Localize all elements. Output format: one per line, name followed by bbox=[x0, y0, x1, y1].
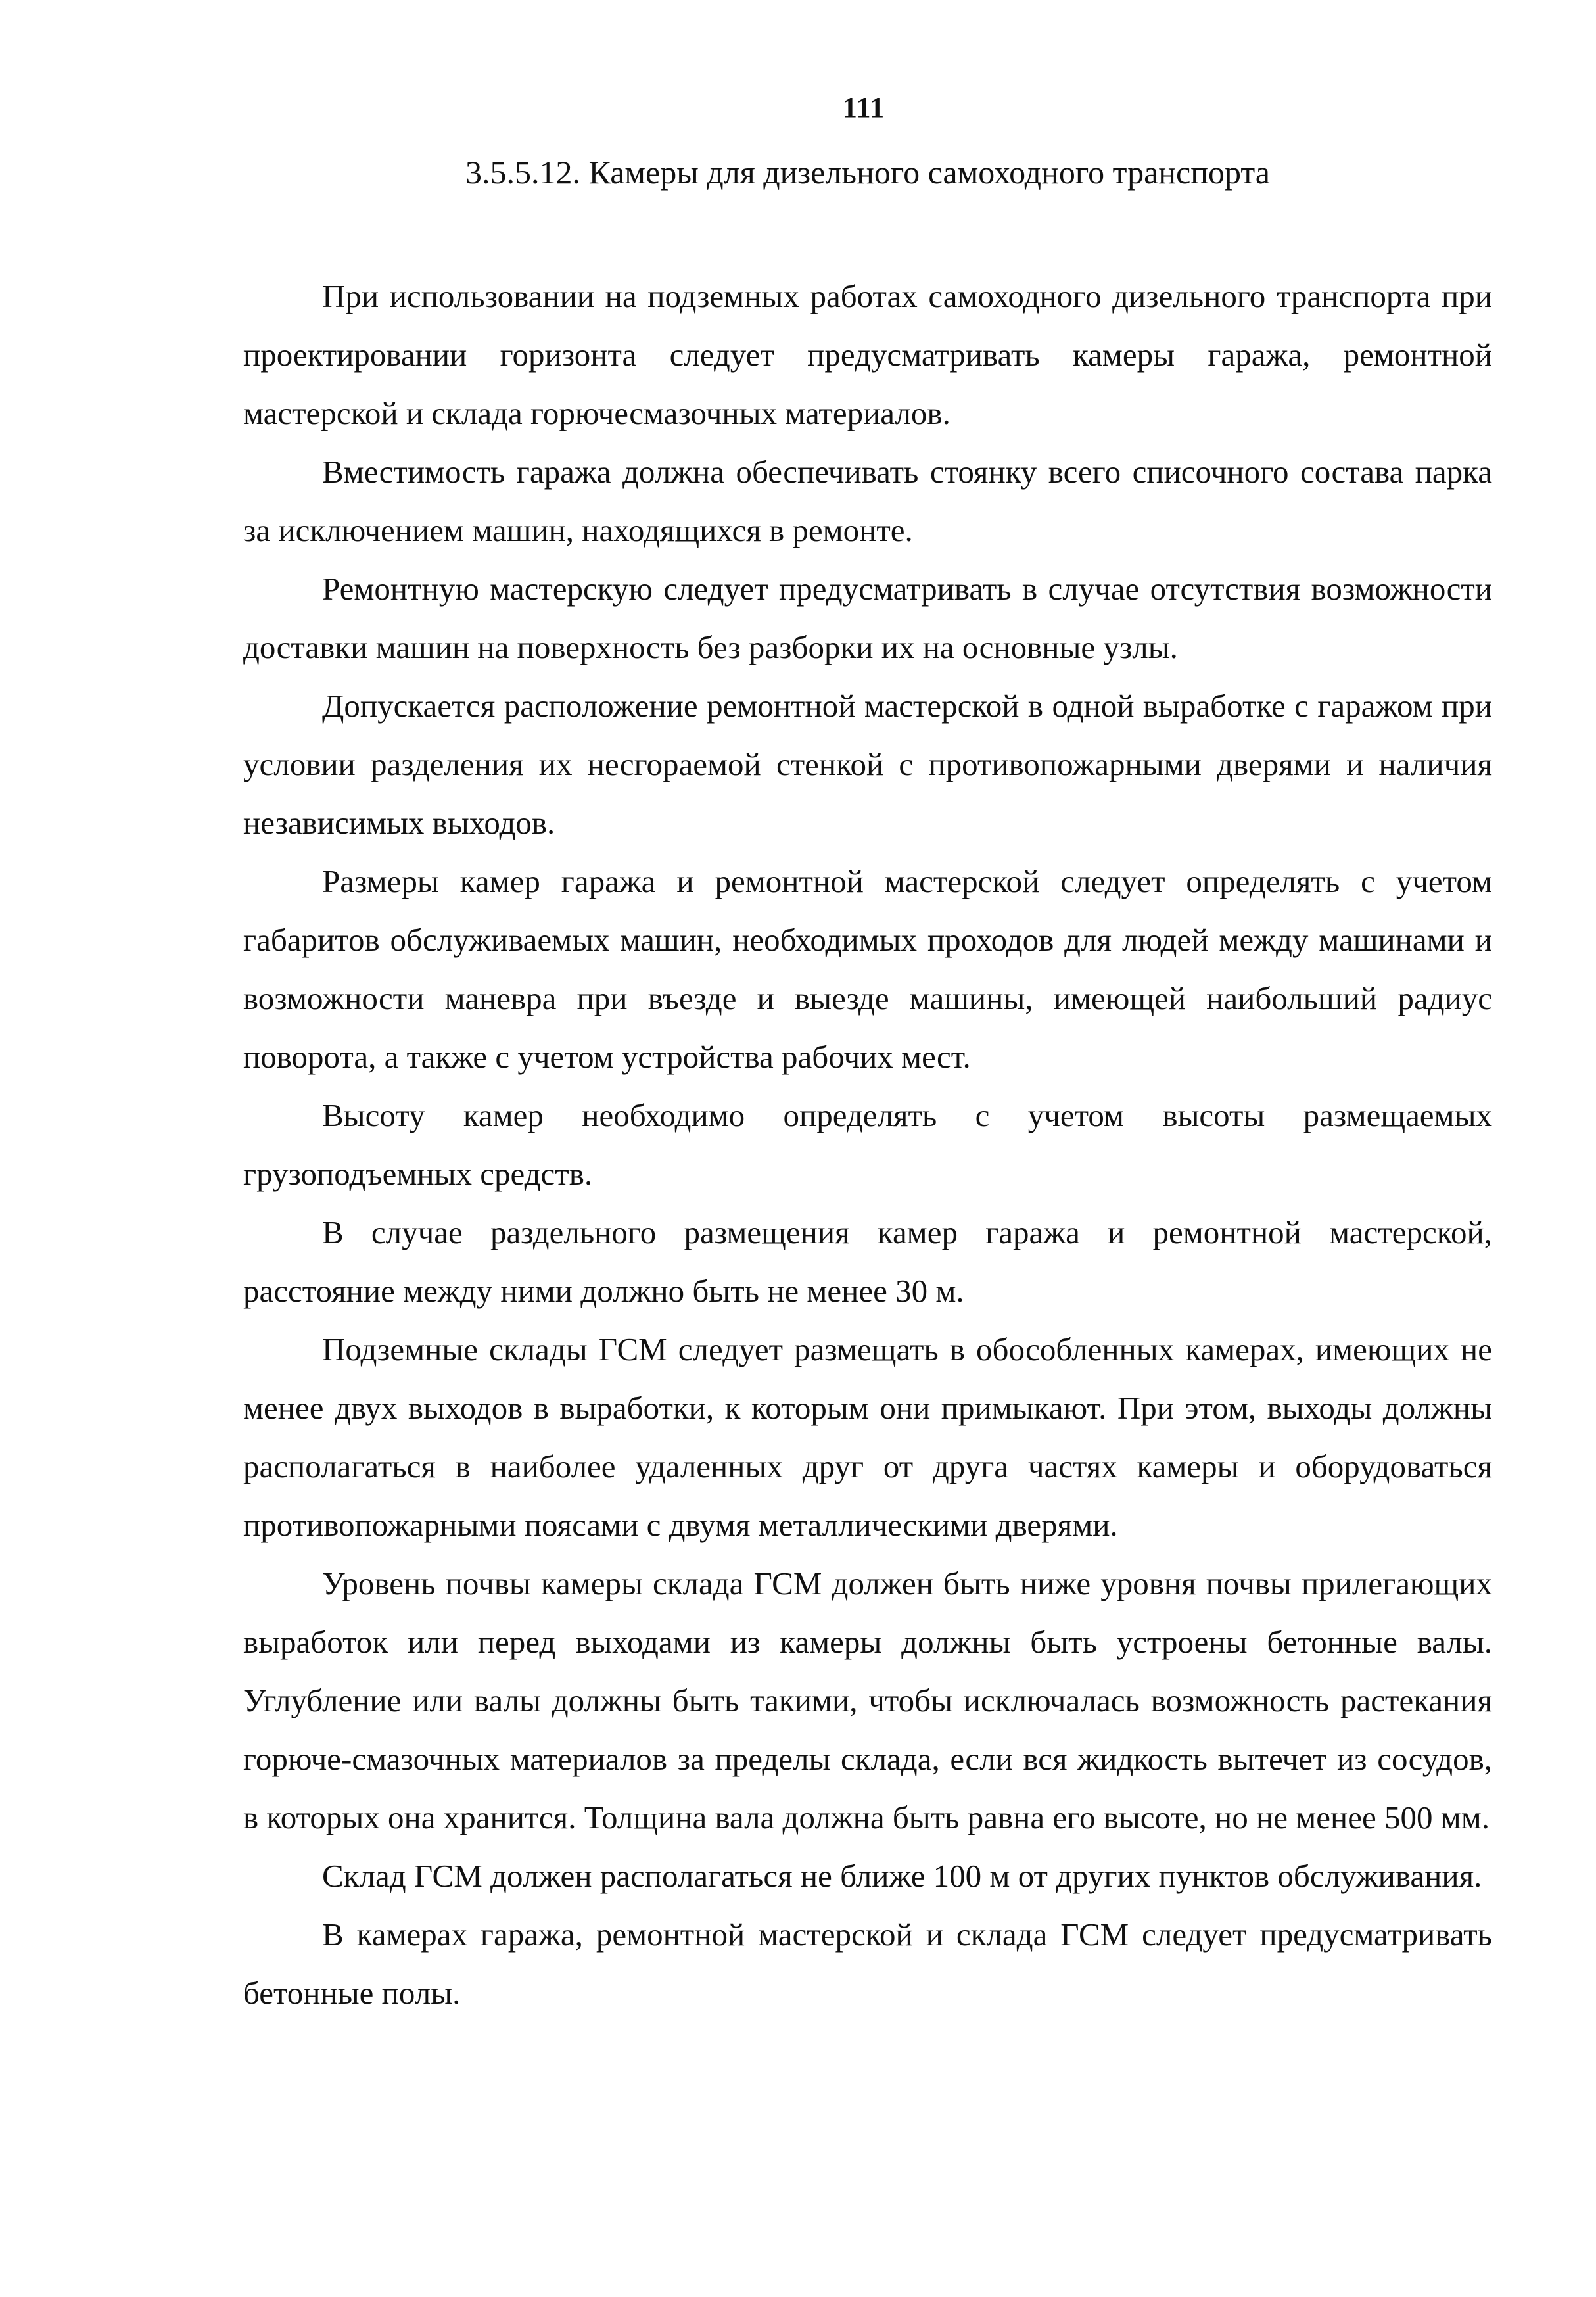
paragraph: Высоту камер необходимо определять с учетом высоты размещаемых грузоподъемных средств. bbox=[243, 1097, 1492, 1192]
paragraph: При использовании на подземных работах самоходного дизельного транспорта при проектировании горизонта следует предусматривать камеры гаража, ремонтной мастерской и склада горючесмазочных материалов. bbox=[243, 278, 1492, 431]
paragraph: Склад ГСМ должен располагаться не ближе 100 м от других пунктов обслуживания. bbox=[322, 1858, 1482, 1894]
paragraph: Вместимость гаража должна обеспечивать стоянку всего списочного состава парка за исключением машин, находящихся в ремонте. bbox=[243, 454, 1492, 548]
paragraph: В камерах гаража, ремонтной мастерской и склада ГСМ следует предусматривать бетонные полы. bbox=[243, 1916, 1492, 2011]
page-number: 111 bbox=[842, 91, 885, 124]
paragraph: В случае раздельного размещения камер гаража и ремонтной мастерской, расстояние между ними должно быть не менее 30 м. bbox=[243, 1214, 1492, 1309]
paragraph: Допускается расположение ремонтной мастерской в одной выработке с гаражом при условии разделения их несгораемой стенкой с противопожарными дверями и наличия независимых выходов. bbox=[243, 688, 1492, 841]
paragraph: Ремонтную мастерскую следует предусматривать в случае отсутствия возможности доставки машин на поверхность без разборки их на основные узлы. bbox=[243, 571, 1492, 665]
document-body bbox=[243, 267, 1492, 2022]
paragraph: Уровень почвы камеры склада ГСМ должен быть ниже уровня почвы прилегающих выработок или перед выходами из камеры должны быть устроены бетонные валы. Углубление или валы должны быть такими, чтобы исключалась возможность растекания горюче-смазочных материалов за пределы склада, если вся жидкость вытечет из сосудов, в которых она хранится. Толщина вала должна быть равна его высоте, но не менее 500 мм. bbox=[243, 1565, 1492, 1835]
section-title: 3.5.5.12. Камеры для дизельного самоходного транспорта bbox=[465, 154, 1270, 191]
paragraph: Размеры камер гаража и ремонтной мастерской следует определять с учетом габаритов обслуживаемых машин, необходимых проходов для людей между машинами и возможности маневра при въезде и выезде машины, имеющей наибольший радиус поворота, а также с учетом устройства рабочих мест. bbox=[243, 863, 1492, 1075]
paragraph: Подземные склады ГСМ следует размещать в обособленных камерах, имеющих не менее двух выходов в выработки, к которым они примыкают. При этом, выходы должны располагаться в наиболее удаленных друг от друга частях камеры и оборудоваться противопожарными поясами с двумя металлическими дверями. bbox=[243, 1331, 1492, 1543]
